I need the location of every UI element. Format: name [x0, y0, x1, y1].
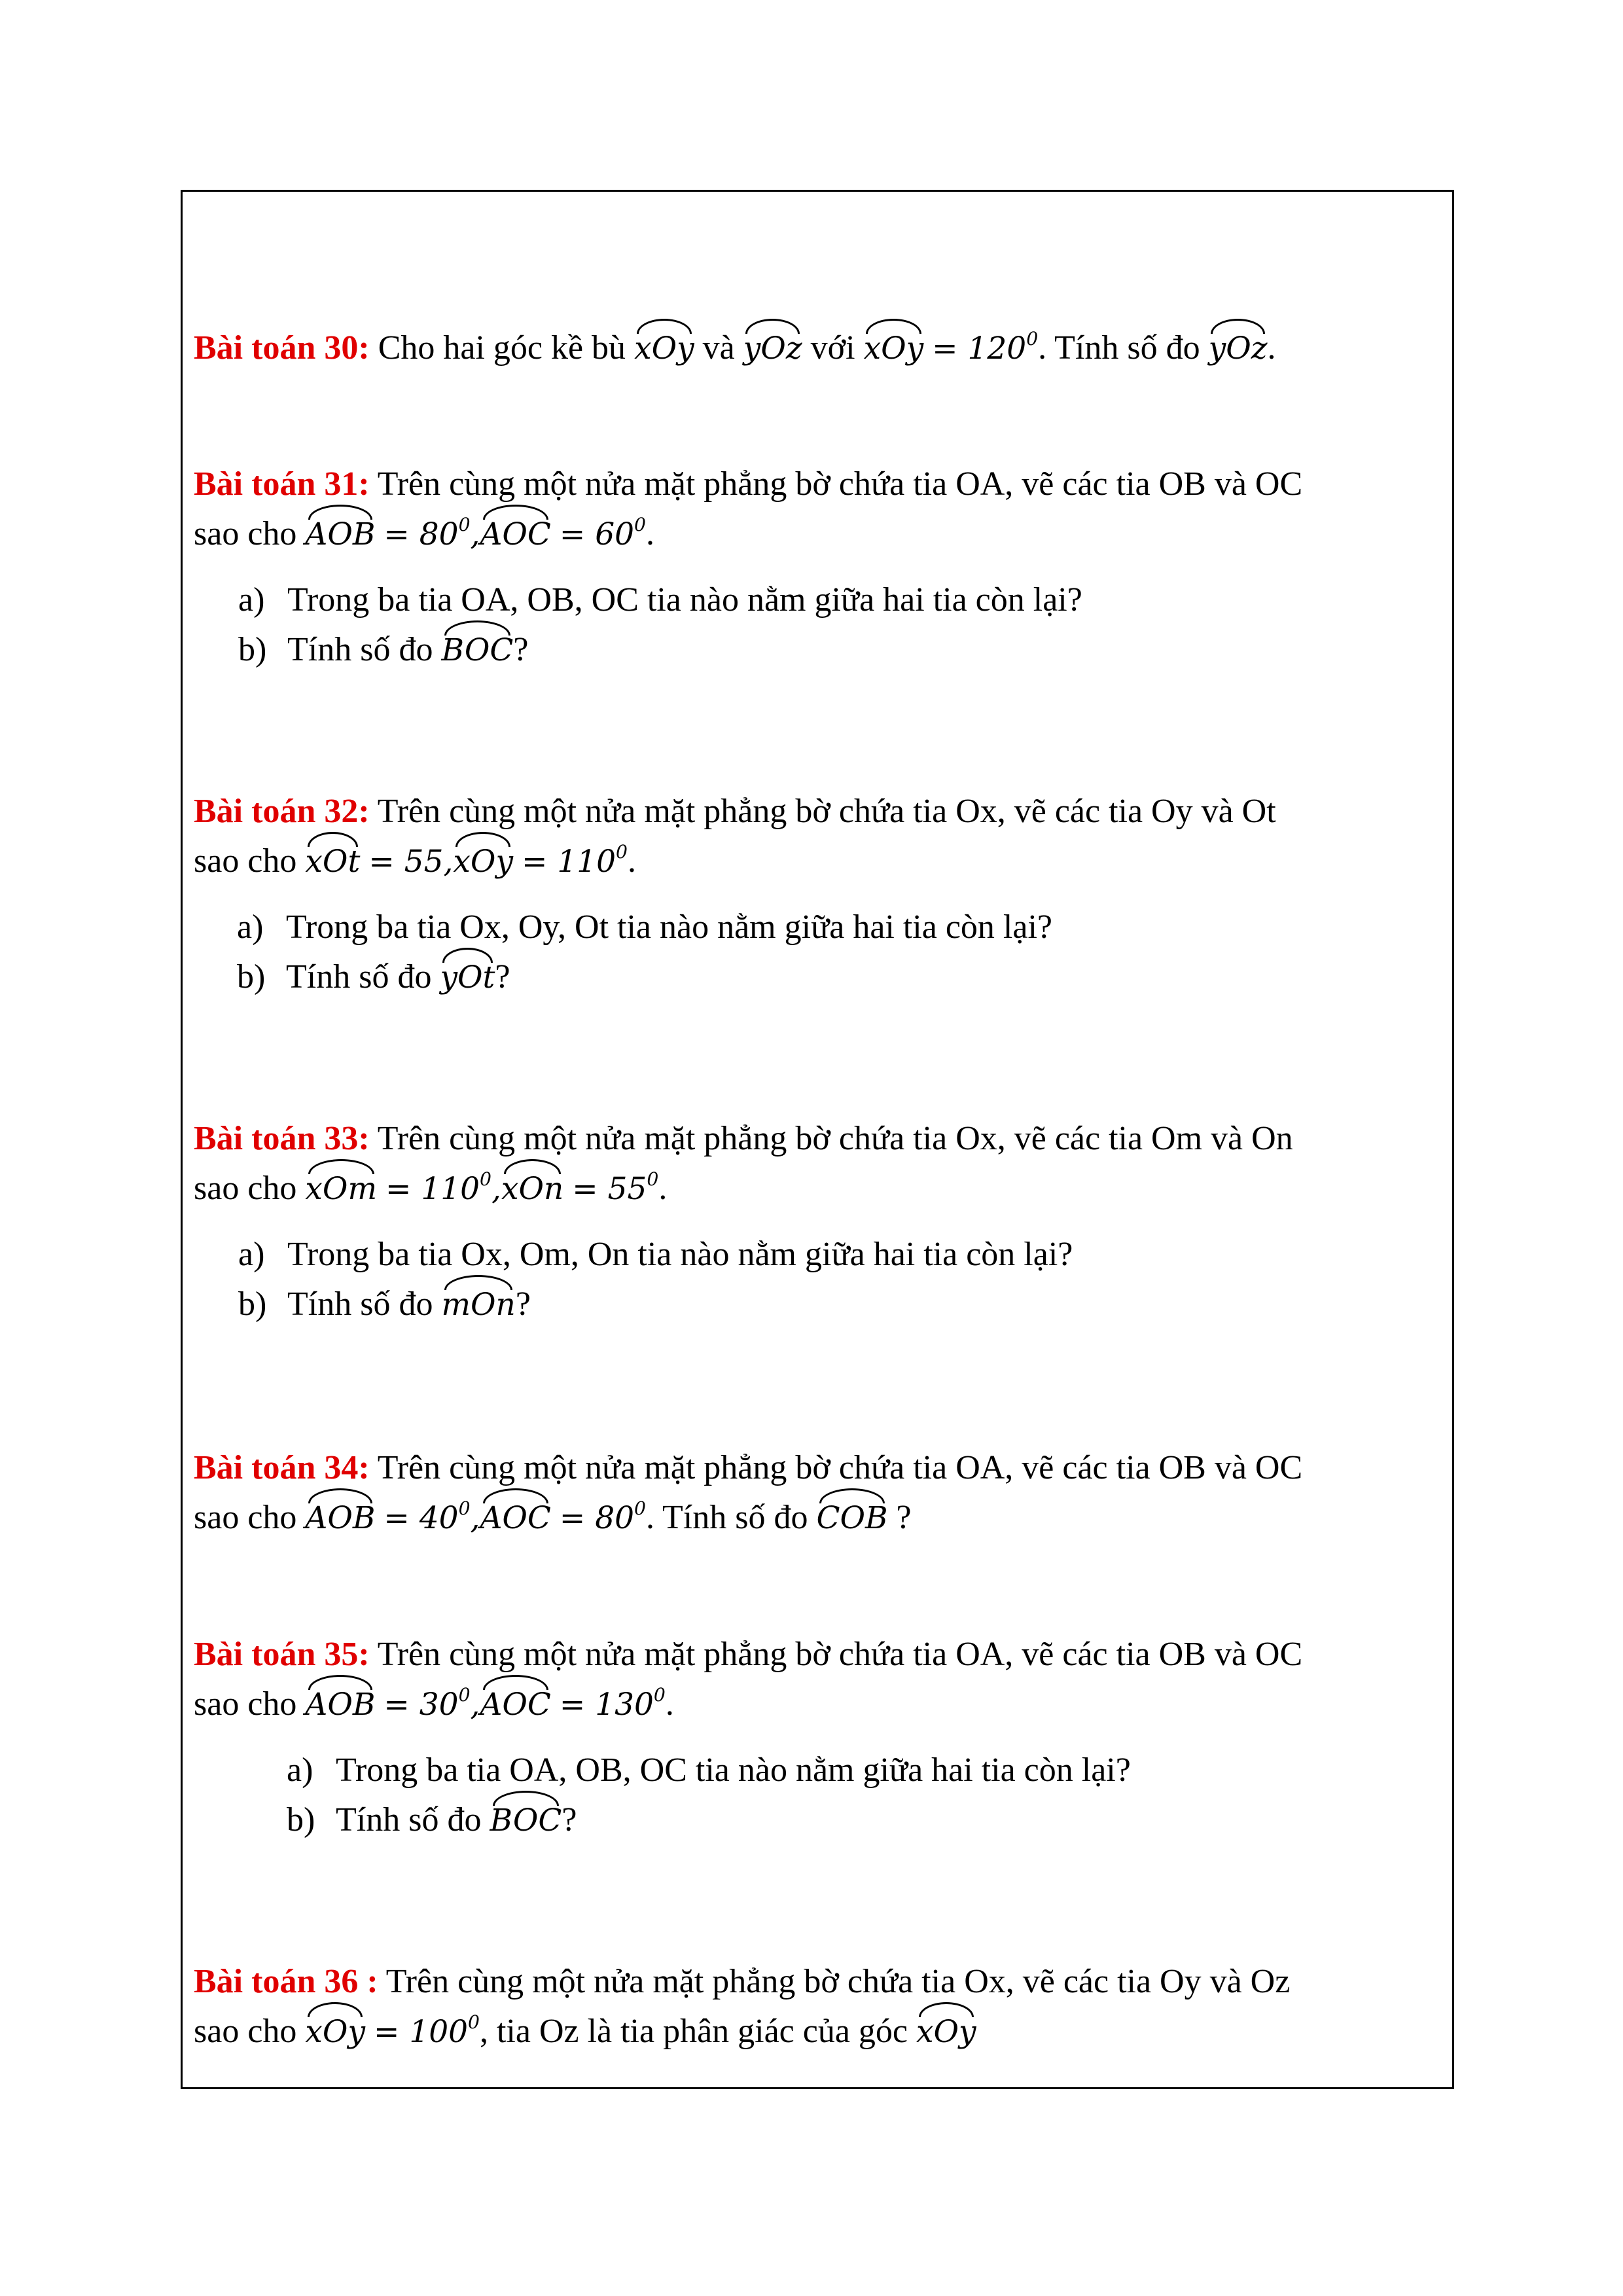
angle: xOy — [916, 2007, 976, 2057]
angle: AOB — [305, 1494, 375, 1543]
angle: xOy — [634, 324, 694, 374]
sub-question-b: b) Tính số đo yOt? — [237, 952, 1437, 1003]
sub-questions — [194, 1746, 1437, 1846]
problem-35 — [194, 1630, 1437, 1846]
problem-statement: Bài toán 31: Trên cùng một nửa mặt phẳng bờ chứa tia OA, vẽ các tia OB và OC — [194, 465, 1303, 503]
problem-label: Bài toán 34: — [194, 1449, 370, 1486]
angle: AOB — [305, 510, 375, 560]
angle: xOn — [501, 1164, 563, 1214]
angle: AOC — [480, 1680, 550, 1730]
problem-statement: Bài toán 35: Trên cùng một nửa mặt phẳng bờ chứa tia OA, vẽ các tia OB và OC — [194, 1636, 1303, 1673]
problem-label: Bài toán 36 : — [194, 1963, 378, 2000]
sub-questions — [194, 1230, 1437, 1330]
problem-condition: sao cho xOy = $100^0$, tia Oz là tia phân giác của góc xOy — [194, 2007, 1437, 2057]
problem-condition: sao cho AOB = $30^0,AOC = 130^0$. — [194, 1679, 1437, 1730]
angle: BOC — [490, 1796, 562, 1846]
angle: xOt — [305, 837, 360, 887]
angle: yOz — [743, 324, 802, 374]
math-expr: = $120^0$ — [932, 327, 1039, 367]
problem-label: Bài toán 35: — [194, 1636, 370, 1673]
sub-question-a: a) Trong ba tia Ox, Oy, Ot tia nào nằm giữa hai tia còn lại? — [237, 908, 1052, 946]
angle: xOm — [305, 1164, 377, 1214]
sub-question-a: a) Trong ba tia OA, OB, OC tia nào nằm giữa hai tia còn lại? — [287, 1751, 1131, 1789]
problem-label: Bài toán 30: — [194, 329, 370, 367]
angle: xOy — [305, 2007, 365, 2057]
angle: xOy — [864, 324, 924, 374]
problem-label: Bài toán 32: — [194, 793, 370, 830]
sub-question-b: b) Tính số đo BOC? — [287, 1795, 1437, 1846]
angle: xOy — [453, 837, 513, 887]
problem-30: Bài toán 30: Cho hai góc kề bù xOy và yOz với xOy = $120^0$. Tính số đo yOz. — [194, 323, 1437, 374]
problem-32 — [194, 787, 1437, 1003]
angle: BOC — [441, 626, 513, 675]
problem-31 — [194, 459, 1437, 675]
problem-statement: Bài toán 33: Trên cùng một nửa mặt phẳng bờ chứa tia Ox, vẽ các tia Om và On — [194, 1120, 1293, 1157]
angle: AOB — [305, 1680, 375, 1730]
angle: yOt — [440, 953, 495, 1003]
problem-34 — [194, 1443, 1437, 1543]
angle: AOC — [480, 510, 550, 560]
problem-statement: Bài toán 36 : Trên cùng một nửa mặt phẳng bờ chứa tia Ox, vẽ các tia Oy và Oz — [194, 1963, 1291, 2000]
sub-question-a: a) Trong ba tia Ox, Om, On tia nào nằm giữa hai tia còn lại? — [238, 1236, 1073, 1273]
problem-condition: sao cho xOt = $55,xOy = 110^0$. — [194, 836, 1437, 887]
problem-condition: sao cho AOB = $40^0,AOC = 80^0$. Tính số đo COB ? — [194, 1493, 1437, 1543]
sub-question-b: b) Tính số đo BOC? — [238, 625, 1437, 675]
problem-statement: Bài toán 32: Trên cùng một nửa mặt phẳng bờ chứa tia Ox, vẽ các tia Oy và Ot — [194, 793, 1276, 830]
problem-condition: sao cho AOB = $80^0,AOC = 60^0$. — [194, 509, 1437, 560]
problem-statement: Bài toán 34: Trên cùng một nửa mặt phẳng bờ chứa tia OA, vẽ các tia OB và OC — [194, 1449, 1303, 1486]
problem-36 — [194, 1957, 1437, 2057]
angle: AOC — [480, 1494, 550, 1543]
problem-33 — [194, 1114, 1437, 1330]
problem-label: Bài toán 31: — [194, 465, 370, 503]
angle: COB — [816, 1494, 887, 1543]
angle: mOn — [441, 1280, 515, 1330]
problem-label: Bài toán 33: — [194, 1120, 370, 1157]
sub-question-b: b) Tính số đo mOn? — [238, 1280, 1437, 1330]
sub-questions — [194, 575, 1437, 675]
angle: yOz — [1209, 324, 1268, 374]
sub-question-a: a) Trong ba tia OA, OB, OC tia nào nằm giữa hai tia còn lại? — [238, 581, 1082, 619]
problem-condition: sao cho xOm = $110^0,xOn = 55^0$. — [194, 1164, 1437, 1214]
sub-questions — [194, 903, 1437, 1003]
